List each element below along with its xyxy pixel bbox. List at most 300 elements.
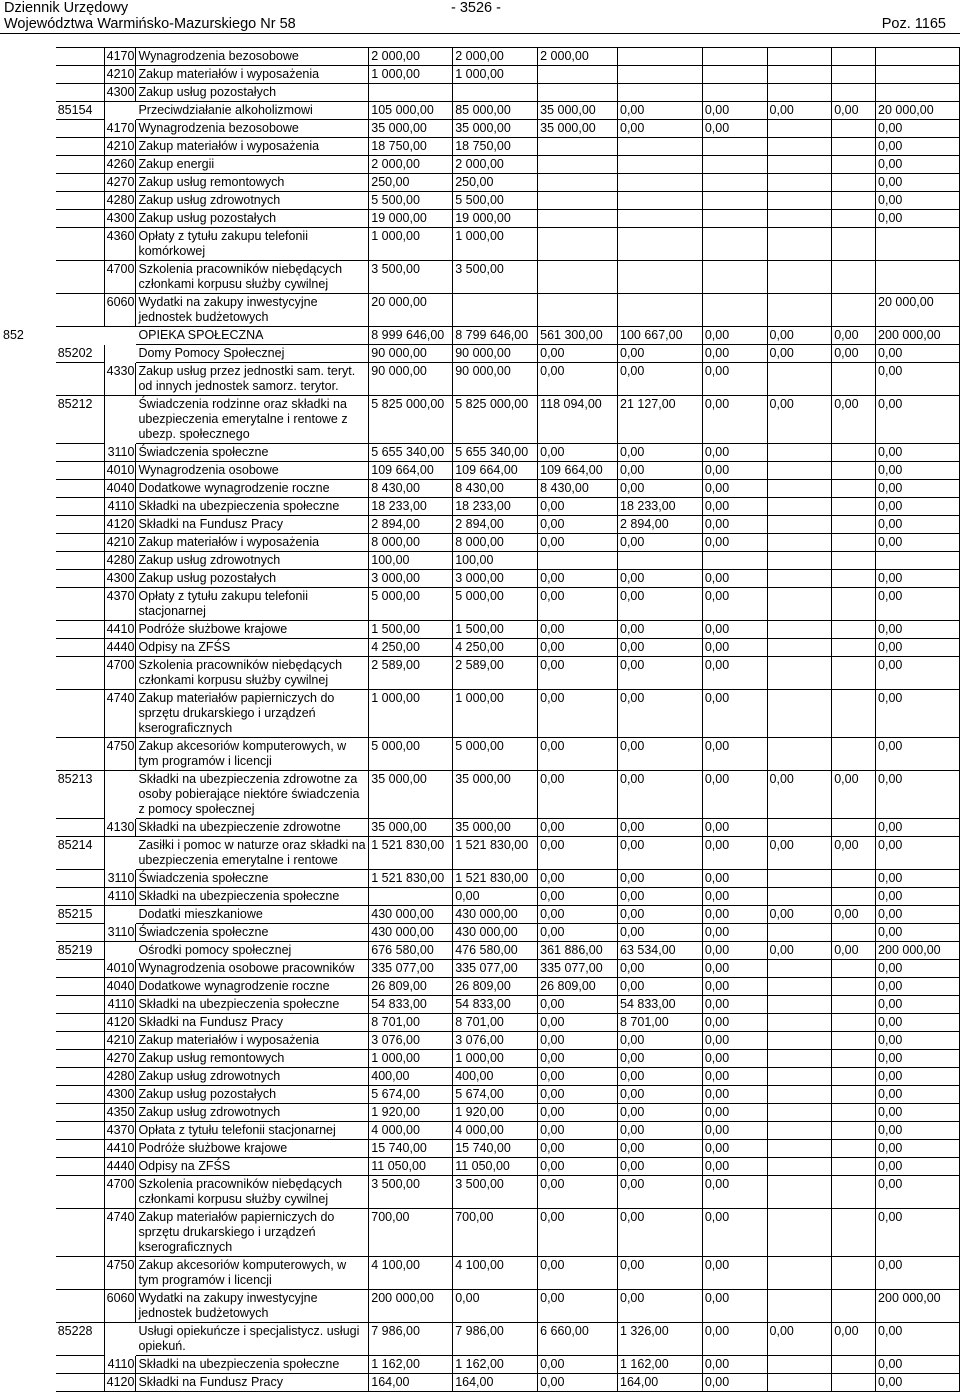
amount-cell: 0,00 (702, 1158, 767, 1176)
amount-cell (832, 1122, 876, 1140)
chapter-code-cell (55, 1374, 104, 1392)
amount-cell: 0,00 (832, 1323, 876, 1356)
amount-cell: 8 799 646,00 (453, 327, 538, 345)
item-name-cell: Zakup akcesoriów komputerowych, w tym programów i licencji (136, 738, 369, 771)
amount-cell: 35 000,00 (453, 771, 538, 819)
section-code-cell (1, 210, 56, 228)
chapter-code-cell (55, 120, 104, 138)
paragraph-code-cell: 4210 (104, 1032, 136, 1050)
section-code-cell (1, 996, 56, 1014)
amount-cell (832, 363, 876, 396)
amount-cell: 8 000,00 (369, 534, 453, 552)
amount-cell: 676 580,00 (369, 942, 453, 960)
amount-cell: 5 000,00 (453, 588, 538, 621)
amount-cell: 1 000,00 (369, 66, 453, 84)
amount-cell: 250,00 (369, 174, 453, 192)
amount-cell: 335 077,00 (538, 960, 618, 978)
chapter-code-cell (55, 228, 104, 261)
paragraph-code-cell: 3110 (104, 924, 136, 942)
amount-cell: 0,00 (702, 657, 767, 690)
amount-cell: 0,00 (618, 363, 703, 396)
item-name-cell: Wydatki na zakupy inwestycyjne jednostek budżetowych (136, 294, 369, 327)
amount-cell (832, 48, 876, 66)
amount-cell (618, 228, 703, 261)
amount-cell: 0,00 (876, 120, 960, 138)
item-name-cell: Zakup materiałów i wyposażenia (136, 138, 369, 156)
section-code-cell (1, 1158, 56, 1176)
amount-cell: 0,00 (538, 570, 618, 588)
paragraph-code-cell: 6060 (104, 294, 136, 327)
paragraph-code-cell: 4700 (104, 261, 136, 294)
amount-cell: 3 000,00 (453, 570, 538, 588)
table-row (1, 261, 960, 294)
amount-cell: 0,00 (876, 444, 960, 462)
amount-cell: 430 000,00 (369, 906, 453, 924)
paragraph-code-cell: 4120 (104, 516, 136, 534)
paragraph-code-cell: 4300 (104, 1086, 136, 1104)
amount-cell: 2 000,00 (453, 156, 538, 174)
amount-cell: 0,00 (618, 888, 703, 906)
amount-cell: 0,00 (702, 1014, 767, 1032)
amount-cell (832, 534, 876, 552)
table-row (1, 837, 960, 870)
amount-cell: 0,00 (538, 1032, 618, 1050)
position-number: Poz. 1165 (881, 16, 946, 32)
amount-cell (767, 1158, 832, 1176)
table-row (1, 924, 960, 942)
amount-cell: 0,00 (876, 396, 960, 444)
amount-cell (767, 960, 832, 978)
amount-cell: 4 100,00 (369, 1257, 453, 1290)
section-code-cell (1, 888, 56, 906)
paragraph-code-cell: 4330 (104, 363, 136, 396)
amount-cell: 6 660,00 (538, 1323, 618, 1356)
paragraph-code-cell: 3110 (104, 870, 136, 888)
amount-cell: 18 233,00 (453, 498, 538, 516)
item-name-cell: Zakup usług zdrowotnych (136, 1104, 369, 1122)
amount-cell: 0,00 (876, 906, 960, 924)
amount-cell: 0,00 (538, 690, 618, 738)
amount-cell (832, 462, 876, 480)
amount-cell: 0,00 (618, 1140, 703, 1158)
amount-cell (538, 552, 618, 570)
section-code-cell (1, 1209, 56, 1257)
journal-title: Dziennik Urzędowy (4, 0, 129, 16)
amount-cell: 5 655 340,00 (453, 444, 538, 462)
table-row (1, 345, 960, 363)
amount-cell: 0,00 (876, 1323, 960, 1356)
amount-cell (832, 1014, 876, 1032)
amount-cell (832, 444, 876, 462)
paragraph-code-cell: 4110 (104, 498, 136, 516)
amount-cell: 1 000,00 (453, 1050, 538, 1068)
table-row (1, 138, 960, 156)
amount-cell: 0,00 (876, 138, 960, 156)
amount-cell: 0,00 (876, 588, 960, 621)
item-name-cell: Składki na ubezpieczenia społeczne (136, 498, 369, 516)
amount-cell (767, 1086, 832, 1104)
item-name-cell: Dodatkowe wynagrodzenie roczne (136, 978, 369, 996)
amount-cell: 4 000,00 (369, 1122, 453, 1140)
amount-cell: 164,00 (453, 1374, 538, 1392)
amount-cell (767, 621, 832, 639)
amount-cell (767, 1032, 832, 1050)
table-row (1, 906, 960, 924)
item-name-cell: Zakup materiałów i wyposażenia (136, 66, 369, 84)
amount-cell (702, 66, 767, 84)
section-code-cell (1, 138, 56, 156)
table-row (1, 1104, 960, 1122)
amount-cell: 0,00 (538, 534, 618, 552)
amount-cell: 2 000,00 (369, 48, 453, 66)
paragraph-code-cell: 4740 (104, 1209, 136, 1257)
amount-cell: 0,00 (538, 444, 618, 462)
amount-cell: 0,00 (876, 738, 960, 771)
table-row (1, 621, 960, 639)
amount-cell: 1 521 830,00 (453, 837, 538, 870)
chapter-code-cell (55, 570, 104, 588)
amount-cell: 11 050,00 (369, 1158, 453, 1176)
paragraph-code-cell: 4120 (104, 1374, 136, 1392)
amount-cell: 561 300,00 (538, 327, 618, 345)
item-name-cell: Składki na ubezpieczenia zdrowotne za osoby pobierające niektóre świadczenia z pomocy społecznej (136, 771, 369, 819)
amount-cell: 0,00 (876, 690, 960, 738)
section-code-cell (1, 345, 56, 363)
section-code-cell (1, 960, 56, 978)
amount-cell: 0,00 (618, 639, 703, 657)
section-code-cell (1, 1140, 56, 1158)
amount-cell (832, 1257, 876, 1290)
chapter-code-cell (55, 1014, 104, 1032)
amount-cell (702, 156, 767, 174)
amount-cell: 100,00 (453, 552, 538, 570)
table-row (1, 1257, 960, 1290)
paragraph-code-cell: 4410 (104, 621, 136, 639)
amount-cell: 0,00 (538, 516, 618, 534)
paragraph-code-cell (104, 942, 136, 960)
section-code-cell (1, 819, 56, 837)
item-name-cell: Zakup materiałów i wyposażenia (136, 1032, 369, 1050)
amount-cell: 430 000,00 (369, 924, 453, 942)
amount-cell: 90 000,00 (453, 345, 538, 363)
chapter-code-cell (55, 1290, 104, 1323)
table-row (1, 1086, 960, 1104)
paragraph-code-cell (104, 906, 136, 924)
chapter-code-cell: 85228 (55, 1323, 104, 1356)
amount-cell (618, 210, 703, 228)
amount-cell (832, 1158, 876, 1176)
paragraph-code-cell: 4300 (104, 570, 136, 588)
amount-cell: 164,00 (369, 1374, 453, 1392)
amount-cell: 2 894,00 (618, 516, 703, 534)
chapter-code-cell (55, 552, 104, 570)
item-name-cell: Przeciwdziałanie alkoholizmowi (136, 102, 369, 120)
table-row (1, 960, 960, 978)
paragraph-code-cell: 4040 (104, 480, 136, 498)
amount-cell (538, 138, 618, 156)
chapter-code-cell (55, 738, 104, 771)
item-name-cell: Wynagrodzenia osobowe (136, 462, 369, 480)
amount-cell: 0,00 (618, 690, 703, 738)
amount-cell: 0,00 (702, 1104, 767, 1122)
amount-cell: 0,00 (618, 1050, 703, 1068)
paragraph-code-cell (104, 837, 136, 870)
amount-cell: 700,00 (453, 1209, 538, 1257)
amount-cell: 0,00 (702, 1122, 767, 1140)
chapter-code-cell (55, 870, 104, 888)
amount-cell (767, 1209, 832, 1257)
item-name-cell: Szkolenia pracowników niebędących członkami korpusu służby cywilnej (136, 261, 369, 294)
amount-cell (832, 261, 876, 294)
amount-cell: 0,00 (767, 1323, 832, 1356)
amount-cell: 0,00 (618, 1068, 703, 1086)
amount-cell: 8 430,00 (453, 480, 538, 498)
table-row (1, 1158, 960, 1176)
chapter-code-cell (55, 498, 104, 516)
paragraph-code-cell: 4010 (104, 462, 136, 480)
amount-cell (369, 84, 453, 102)
item-name-cell: Świadczenia społeczne (136, 924, 369, 942)
section-code-cell (1, 771, 56, 819)
amount-cell (618, 174, 703, 192)
amount-cell (832, 978, 876, 996)
paragraph-code-cell: 4170 (104, 120, 136, 138)
item-name-cell: Dodatkowe wynagrodzenie roczne (136, 480, 369, 498)
paragraph-code-cell (104, 345, 136, 363)
item-name-cell: Zakup usług remontowych (136, 1050, 369, 1068)
item-name-cell: Zakup energii (136, 156, 369, 174)
chapter-code-cell (55, 996, 104, 1014)
amount-cell (832, 516, 876, 534)
amount-cell: 0,00 (618, 588, 703, 621)
amount-cell: 1 521 830,00 (369, 870, 453, 888)
table-row (1, 870, 960, 888)
amount-cell: 1 000,00 (453, 66, 538, 84)
chapter-code-cell: 85212 (55, 396, 104, 444)
amount-cell: 0,00 (876, 1050, 960, 1068)
paragraph-code-cell: 4280 (104, 1068, 136, 1086)
amount-cell: 8 000,00 (453, 534, 538, 552)
amount-cell: 0,00 (702, 771, 767, 819)
chapter-code-cell (55, 1050, 104, 1068)
table-row (1, 690, 960, 738)
amount-cell: 8 701,00 (369, 1014, 453, 1032)
chapter-code-cell (55, 1068, 104, 1086)
amount-cell: 105 000,00 (369, 102, 453, 120)
amount-cell (767, 870, 832, 888)
amount-cell: 0,00 (876, 888, 960, 906)
table-row (1, 639, 960, 657)
paragraph-code-cell: 4750 (104, 1257, 136, 1290)
amount-cell (767, 1014, 832, 1032)
chapter-code-cell (55, 294, 104, 327)
amount-cell: 0,00 (538, 1068, 618, 1086)
amount-cell (702, 261, 767, 294)
paragraph-code-cell: 4110 (104, 996, 136, 1014)
section-code-cell (1, 570, 56, 588)
amount-cell (767, 819, 832, 837)
amount-cell: 0,00 (832, 396, 876, 444)
amount-cell (832, 960, 876, 978)
amount-cell (832, 1032, 876, 1050)
paragraph-code-cell: 3110 (104, 444, 136, 462)
amount-cell: 18 233,00 (618, 498, 703, 516)
amount-cell: 5 825 000,00 (369, 396, 453, 444)
item-name-cell: Składki na ubezpieczenia społeczne (136, 888, 369, 906)
section-code-cell (1, 534, 56, 552)
amount-cell: 0,00 (876, 657, 960, 690)
table-row (1, 498, 960, 516)
paragraph-code-cell: 4210 (104, 66, 136, 84)
amount-cell: 0,00 (767, 327, 832, 345)
amount-cell: 3 000,00 (369, 570, 453, 588)
amount-cell: 35 000,00 (369, 120, 453, 138)
amount-cell (832, 174, 876, 192)
amount-cell: 0,00 (832, 837, 876, 870)
paragraph-code-cell: 4280 (104, 192, 136, 210)
amount-cell: 0,00 (538, 588, 618, 621)
amount-cell (832, 120, 876, 138)
item-name-cell: Szkolenia pracowników niebędących członkami korpusu służby cywilnej (136, 657, 369, 690)
paragraph-code-cell (104, 1323, 136, 1356)
amount-cell: 0,00 (876, 1104, 960, 1122)
amount-cell: 7 986,00 (453, 1323, 538, 1356)
amount-cell: 1 500,00 (453, 621, 538, 639)
item-name-cell: Opłaty z tytułu zakupu telefonii stacjonarnej (136, 588, 369, 621)
amount-cell (767, 1176, 832, 1209)
item-name-cell: Zakup usług remontowych (136, 174, 369, 192)
chapter-code-cell (55, 1257, 104, 1290)
amount-cell (832, 138, 876, 156)
amount-cell: 0,00 (702, 978, 767, 996)
section-code-cell (1, 480, 56, 498)
budget-table-body (1, 48, 960, 1392)
amount-cell: 0,00 (702, 480, 767, 498)
page-header (0, 0, 960, 34)
section-code-cell (1, 102, 56, 120)
amount-cell: 35 000,00 (369, 819, 453, 837)
chapter-code-cell: 85214 (55, 837, 104, 870)
amount-cell: 5 500,00 (453, 192, 538, 210)
amount-cell (538, 156, 618, 174)
chapter-code-cell (55, 1176, 104, 1209)
amount-cell: 0,00 (702, 1374, 767, 1392)
amount-cell: 200 000,00 (876, 327, 960, 345)
section-code-cell (1, 228, 56, 261)
amount-cell: 0,00 (618, 657, 703, 690)
section-code-cell (1, 1323, 56, 1356)
chapter-code-cell (55, 48, 104, 66)
amount-cell: 4 000,00 (453, 1122, 538, 1140)
table-row (1, 120, 960, 138)
amount-cell (832, 888, 876, 906)
amount-cell: 0,00 (876, 345, 960, 363)
amount-cell: 0,00 (702, 462, 767, 480)
amount-cell: 0,00 (767, 345, 832, 363)
chapter-code-cell (55, 138, 104, 156)
amount-cell: 2 894,00 (453, 516, 538, 534)
amount-cell: 35 000,00 (453, 120, 538, 138)
paragraph-code-cell: 4360 (104, 228, 136, 261)
amount-cell: 0,00 (767, 942, 832, 960)
amount-cell: 8 430,00 (538, 480, 618, 498)
section-code-cell (1, 84, 56, 102)
amount-cell: 0,00 (618, 837, 703, 870)
paragraph-code-cell: 4750 (104, 738, 136, 771)
amount-cell: 15 740,00 (453, 1140, 538, 1158)
amount-cell: 0,00 (876, 192, 960, 210)
amount-cell: 0,00 (876, 1068, 960, 1086)
amount-cell: 0,00 (702, 102, 767, 120)
table-row (1, 1050, 960, 1068)
amount-cell: 100 667,00 (618, 327, 703, 345)
paragraph-code-cell: 4040 (104, 978, 136, 996)
amount-cell (832, 294, 876, 327)
section-code-cell (1, 1374, 56, 1392)
amount-cell (702, 48, 767, 66)
amount-cell: 1 000,00 (369, 1050, 453, 1068)
amount-cell: 0,00 (538, 1257, 618, 1290)
paragraph-code-cell (104, 102, 136, 120)
amount-cell: 0,00 (702, 1140, 767, 1158)
amount-cell: 1 162,00 (369, 1356, 453, 1374)
amount-cell (832, 84, 876, 102)
section-code-cell (1, 978, 56, 996)
amount-cell: 0,00 (702, 327, 767, 345)
budget-table (0, 47, 960, 1392)
amount-cell: 54 833,00 (618, 996, 703, 1014)
amount-cell: 0,00 (618, 444, 703, 462)
amount-cell: 18 750,00 (369, 138, 453, 156)
journal-subtitle: Województwa Warmińsko-Mazurskiego Nr 58 (4, 16, 296, 32)
table-row (1, 84, 960, 102)
amount-cell (618, 294, 703, 327)
item-name-cell: Opłata z tytułu telefonii stacjonarnej (136, 1122, 369, 1140)
amount-cell: 400,00 (453, 1068, 538, 1086)
section-code-cell (1, 66, 56, 84)
table-row (1, 174, 960, 192)
amount-cell: 0,00 (702, 819, 767, 837)
amount-cell (876, 261, 960, 294)
amount-cell: 90 000,00 (369, 345, 453, 363)
section-code-cell (1, 192, 56, 210)
amount-cell (876, 48, 960, 66)
amount-cell: 0,00 (702, 639, 767, 657)
amount-cell (832, 210, 876, 228)
amount-cell: 0,00 (702, 1068, 767, 1086)
amount-cell (702, 210, 767, 228)
item-name-cell: Odpisy na ZFŚS (136, 639, 369, 657)
chapter-code-cell (55, 657, 104, 690)
item-name-cell: Składki na Fundusz Pracy (136, 1374, 369, 1392)
paragraph-code-cell: 4270 (104, 174, 136, 192)
amount-cell (702, 294, 767, 327)
amount-cell: 200 000,00 (876, 1290, 960, 1323)
amount-cell (767, 1122, 832, 1140)
section-code-cell (1, 837, 56, 870)
amount-cell (876, 228, 960, 261)
amount-cell (832, 738, 876, 771)
amount-cell: 1 326,00 (618, 1323, 703, 1356)
chapter-code-cell (55, 66, 104, 84)
chapter-code-cell (55, 819, 104, 837)
amount-cell: 18 233,00 (369, 498, 453, 516)
amount-cell (767, 1104, 832, 1122)
table-row (1, 942, 960, 960)
item-name-cell: Zakup usług zdrowotnych (136, 192, 369, 210)
amount-cell: 0,00 (702, 942, 767, 960)
amount-cell (767, 1257, 832, 1290)
